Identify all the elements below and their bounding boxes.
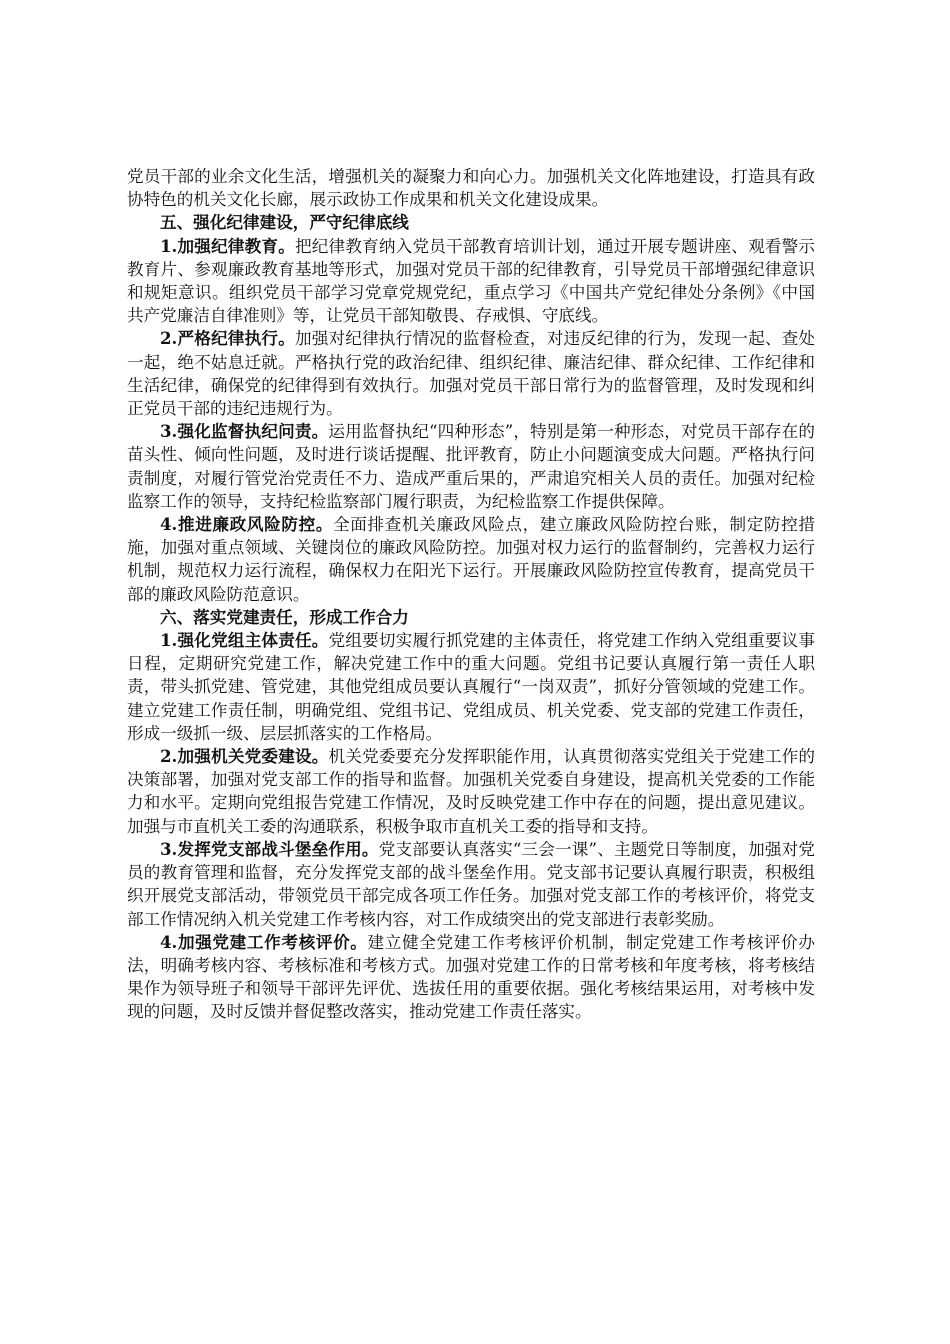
item-lead: 1.加强纪律教育。 [160,235,295,256]
item-text: 把纪律教育纳入党员干部教育培训计划，通过开展专题讲座、观看警示教育片、参观廉政教育基地等形式，加强对党员干部的纪律教育，引导党员干部增强纪律意识和规矩意识。组织党员干部学习党章党规党纪，重点学习《中国共产党纪律处分条例》《中国共产党廉洁自律准则》等，让党员干部知敬畏、存戒惧、守底线。 [127,236,816,326]
item-text: 加强对纪律执行情况的监督检查，对违反纪律的行为，发现一起、查处一起，绝不姑息迁就。严格执行党的政治纪律、组织纪律、廉洁纪律、群众纪律、工作纪律和生活纪律，确保党的纪律得到有效执行。加强对党员干部日常行为的监督管理，及时发现和纠正党员干部的违纪违规行为。 [127,329,816,419]
item-text: 建立健全党建工作考核评价机制，制定党建工作考核评价办法，明确考核内容、考核标准和考核方式。加强对党建工作的日常考核和年度考核，将考核结果作为领导班子和领导干部评先评优、选拔任用的重要依据。强化考核结果运用，对考核中发现的问题，及时反馈并督促整改落实，推动党建工作责任落实。 [127,932,815,1022]
item-text: 运用监督执纪“四种形态”，特别是第一种形态，对党员干部存在的苗头性、倾向性问题，及时进行谈话提醒、批评教育，防止小问题演变成大问题。严格执行问责制度，对履行管党治党责任不力、造成严重后果的，严肃追究相关人员的责任。加强对纪检监察工作的领导，支持纪检监察部门履行职责，为纪检监察工作提供保障。 [127,422,816,511]
item-lead: 2.严格纪律执行。 [160,328,295,349]
item-text: 全面排查机关廉政风险点，建立廉政风险防控台账，制定防控措施，加强对重点领域、关键岗位的廉政风险防控。加强对权力运行的监督制约，完善权力运行机制，规范权力运行流程，确保权力在阳光下运行。开展廉政风险防控宣传教育，提高党员干部的廉政风险防范意识。 [127,515,815,604]
section6-item-3 [127,838,815,931]
section6-heading: 六、落实党建责任，形成工作合力 [160,606,409,627]
item-lead: 3.强化监督执纪问责。 [160,421,329,442]
section5-heading: 五、强化纪律建设，严守纪律底线 [160,212,409,233]
section6-item-1 [127,629,815,745]
item-lead: 4.加强党建工作考核评价。 [160,931,368,952]
item-text: 党组要切实履行抓党建的主体责任，将党建工作纳入党组重要议事日程，定期研究党建工作，解决党建工作中的重大问题。党组书记要认真履行第一责任人职责，带头抓党建、管党建，其他党组成员要认真履行“一岗双责”，抓好分管领域的党建工作。建立党建工作责任制，明确党组、党组书记、党组成员、机关党委、党支部的党建工作责任，形成一级抓一级、层层抓落实的工作格局。 [127,631,816,743]
section6-item-4 [127,931,815,1024]
item-lead: 4.推进廉政风险防控。 [160,514,334,535]
section5-item-3 [127,420,815,513]
section5-item-1 [127,235,815,328]
item-lead: 1.强化党组主体责任。 [160,630,329,651]
intro-paragraph: 党员干部的业余文化生活，增强机关的凝聚力和向心力。加强机关文化阵地建设，打造具有政协特色的机关文化长廊，展示政协工作成果和机关文化建设成果。 [127,167,815,210]
item-text: 机关党委要充分发挥职能作用，认真贯彻落实党组关于党建工作的决策部署，加强对党支部工作的指导和监督。加强机关党委自身建设，提高机关党委的工作能力和水平。定期向党组报告党建工作情况，及时反映党建工作中存在的问题，提出意见建议。加强与市直机关工委的沟通联系，积极争取市直机关工委的指导和支持。 [127,747,816,836]
document-page [127,165,815,1024]
item-lead: 3.发挥党支部战斗堡垒作用。 [160,838,379,859]
section6-item-2 [127,745,815,838]
item-lead: 2.加强机关党委建设。 [160,746,329,767]
section5-item-4 [127,513,815,606]
section5-item-2 [127,327,815,420]
item-text: 党支部要认真落实“三会一课”、主题党日等制度，加强对党员的教育管理和监督，充分发挥党支部的战斗堡垒作用。党支部书记要认真履行职责，积极组织开展党支部活动，带领党员干部完成各项工作任务。加强对党支部工作的考核评价，将党支部工作情况纳入机关党建工作考核内容，对工作成绩突出的党支部进行表彰奖励。 [127,839,816,929]
